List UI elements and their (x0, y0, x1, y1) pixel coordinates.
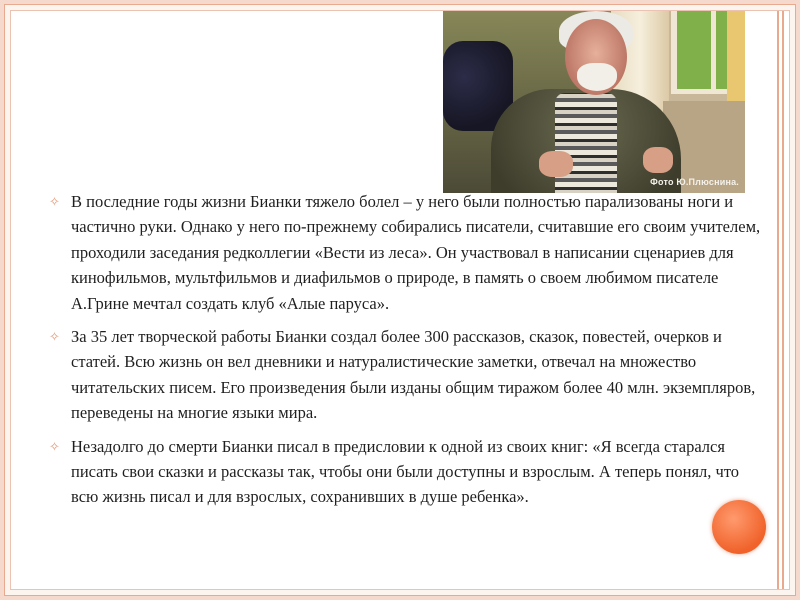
bullet-icon: ✧ (49, 329, 60, 345)
paragraph-1 (49, 189, 763, 316)
bullet-icon: ✧ (49, 194, 60, 209)
decorative-circle (712, 500, 766, 554)
portrait-photo (443, 10, 745, 193)
paragraph-text: Незадолго до смерти Бианки писал в предисловии к одной из своих книг: «Я всегда старался писать свои сказки и рассказы так, чтобы они были доступны и взрослым. А теперь понял, что всю жизнь писал и для взрослых, сохранивших в душе ребенка». (71, 436, 740, 507)
photo-credit: Фото Ю.Плюснина. (650, 177, 739, 187)
bullet-icon: ✧ (49, 438, 60, 454)
paragraph-text: В последние годы жизни Бианки тяжело болел – у него были полностью парализованы ноги и частично руки. Однако у него по-прежнему собирались писатели, считавшие его своим учителем, проходили заседания редколлегии «Вести из леса». Он участвовал в написании сценариев для кинофильмов, мультфильмов и диафильмов о природе, в память о своем любимом писателе А.Грине мечтал создать клуб «Алые паруса». (71, 192, 761, 313)
decorative-stripe (777, 11, 779, 589)
paragraph-text: За 35 лет творческой работы Бианки создал более 300 рассказов, сказок, повестей, очерков и статей. Всю жизнь он вел дневники и натуралистические заметки, отвечал на множество читательских писем. Его произведения были изданы общим тиражом более 40 млн. экземпляров, переведены на многие языки мира. (71, 327, 756, 423)
paragraph-3 (49, 434, 763, 510)
decorative-stripe (782, 11, 784, 589)
paragraph-2 (49, 324, 763, 426)
text-content (49, 189, 763, 518)
slide (10, 10, 790, 590)
